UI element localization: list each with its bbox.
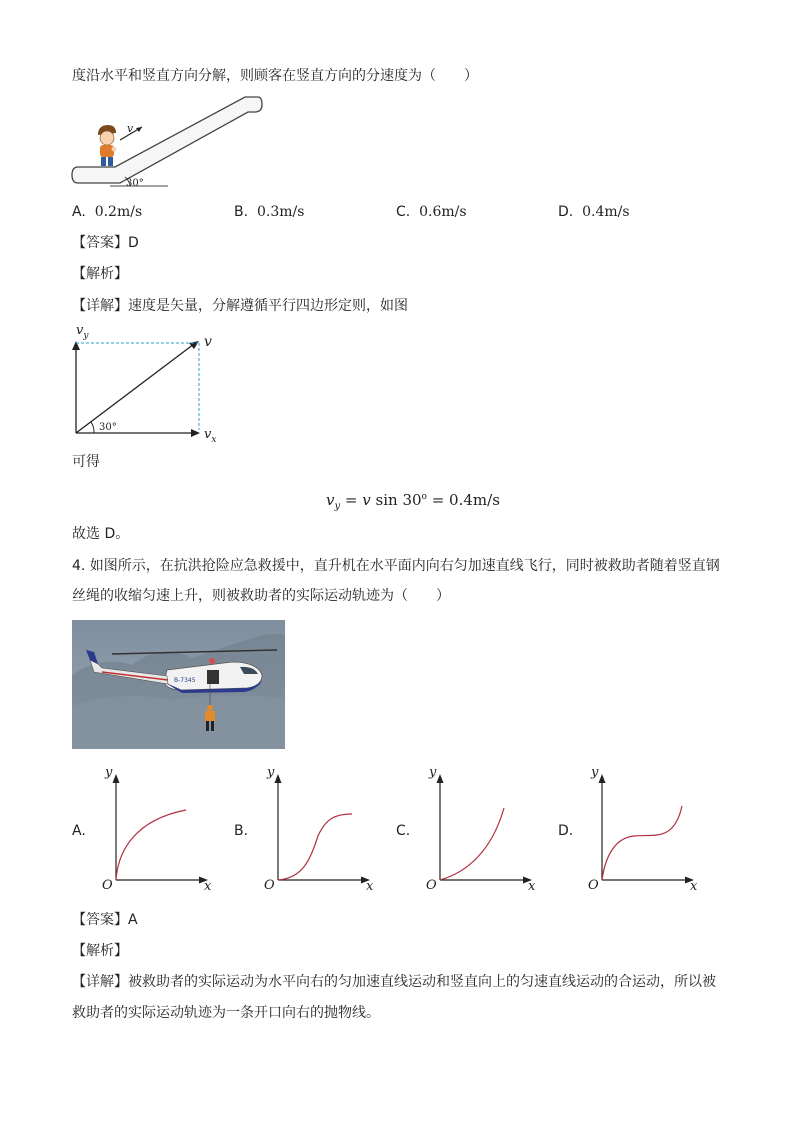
q4-stem-line2: 丝绳的收缩匀速上升，则被救助者的实际运动轨迹为（ ） [72, 588, 450, 604]
origin-label: O [588, 878, 599, 893]
q4-detail-line2: 救助者的实际运动轨迹为一条开口向右的抛物线。 [72, 1005, 380, 1021]
origin-label: O [102, 878, 113, 893]
escalator-figure [70, 95, 270, 195]
q3-detail: 【详解】速度是矢量，分解遵循平行四边形定则，如图 [72, 298, 408, 314]
trajectory-curve [440, 808, 504, 880]
option-b: B. 0.3m/s [234, 204, 305, 220]
q3-answer: 【答案】D [72, 235, 139, 251]
option-a: A. 0.2m/s [72, 204, 143, 220]
trajectory-graph [262, 762, 387, 892]
q3-conclusion: 故选 D。 [72, 526, 130, 542]
trajectory-curve [602, 806, 682, 880]
formula: $v_y = v$ $\sin 30^o = 0.4m/s$ [326, 491, 500, 512]
y-axis-label: y [267, 765, 275, 780]
angle-label: 30° [126, 178, 144, 189]
x-axis-label: x [528, 879, 536, 894]
v-label: v [204, 334, 212, 350]
q4-analysis-label: 【解析】 [72, 943, 128, 959]
keyi-text: 可得 [72, 454, 100, 470]
helicopter-registration: B-7345 [174, 677, 196, 684]
x-axis-label: x [690, 879, 698, 894]
trajectory-graph [100, 762, 225, 892]
vector-diagram [70, 320, 230, 445]
y-axis-label: y [591, 765, 599, 780]
origin-label: O [426, 878, 437, 893]
vx-label: $v_x$ [204, 427, 217, 445]
helicopter-photo [72, 620, 285, 749]
q3-analysis-label: 【解析】 [72, 266, 128, 282]
q4-detail-line1: 【详解】被救助者的实际运动为水平向右的匀加速直线运动和竖直向上的匀速直线运动的合运动，所以被 [72, 974, 716, 990]
q3-stem-tail: 度沿水平和竖直方向分解，则顾客在竖直方向的分速度为（ ） [72, 68, 478, 84]
q4-answer: 【答案】A [72, 912, 138, 928]
child-illustration [98, 125, 117, 166]
q4-stem-line1: 4. 如图所示，在抗洪抢险应急救援中，直升机在水平面内向右匀加速直线飞行，同时被救助者随着竖直钢 [72, 558, 720, 574]
trajectory-graph [424, 762, 549, 892]
trajectory-curve [116, 810, 186, 880]
trajectory-curve [278, 814, 352, 880]
trajectory-graph [586, 762, 711, 892]
graph-option-letter: C. [396, 823, 411, 839]
option-d: D. 0.4m/s [558, 204, 630, 220]
x-axis-label: x [204, 879, 212, 894]
graph-option-letter: A. [72, 823, 86, 839]
velocity-label: v [127, 122, 134, 135]
x-axis-label: x [366, 879, 374, 894]
diagram-angle-label: 30° [99, 422, 117, 433]
graph-option-letter: B. [234, 823, 249, 839]
y-axis-label: y [105, 765, 113, 780]
graph-option-letter: D. [558, 823, 574, 839]
vy-label: $v_y$ [76, 323, 89, 341]
origin-label: O [264, 878, 275, 893]
option-c: C. 0.6m/s [396, 204, 467, 220]
y-axis-label: y [429, 765, 437, 780]
